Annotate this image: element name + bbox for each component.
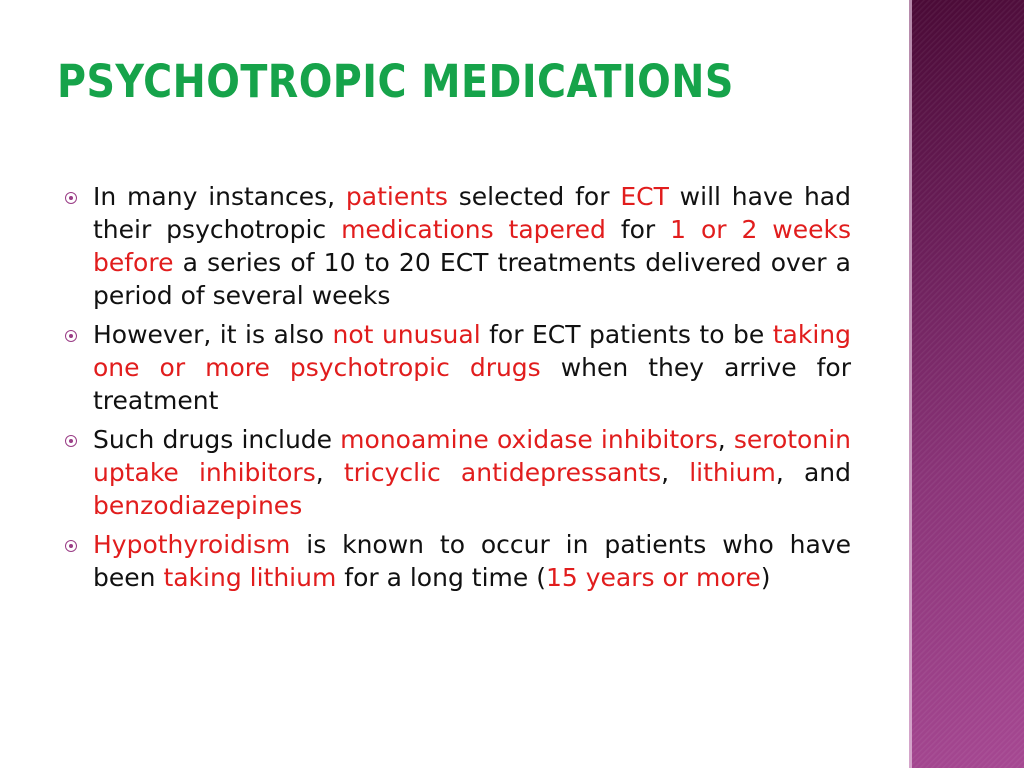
highlighted-term: ECT — [620, 182, 669, 211]
bullet-item — [63, 180, 851, 312]
text-segment: a series of 10 to 20 ECT treatments delivered over a period of several weeks — [93, 248, 851, 310]
bullet-item — [63, 528, 851, 594]
highlighted-term: taking one or more psychotropic drugs — [93, 320, 852, 382]
text-segment: However, it is also — [93, 320, 333, 349]
highlighted-term: not unusual — [332, 320, 481, 349]
highlighted-term: tricyclic antidepressants — [343, 458, 662, 487]
highlighted-term: Hypothyroidism — [93, 530, 291, 559]
highlighted-term: taking lithium — [163, 563, 337, 592]
bullet-item — [63, 423, 851, 522]
circle-bullet-icon — [65, 330, 77, 342]
text-segment: for — [605, 215, 671, 244]
highlighted-term: lithium — [689, 458, 776, 487]
bullet-text — [93, 425, 851, 520]
text-segment: will have had their psychotropic — [93, 182, 851, 244]
text-segment: for ECT patients to be — [480, 320, 773, 349]
circle-bullet-icon — [65, 192, 77, 204]
bullet-text — [93, 530, 851, 592]
slide-title: PSYCHOTROPIC MEDICATIONS — [57, 55, 734, 108]
highlighted-term: monoamine oxidase inhibitors — [340, 425, 718, 454]
bullet-item — [63, 318, 851, 417]
text-segment: In many instances, — [93, 182, 346, 211]
highlighted-term: 1 or 2 weeks before — [93, 215, 852, 277]
bullet-list — [63, 180, 851, 600]
highlighted-term: 15 years or more — [545, 563, 761, 592]
text-segment: ) — [760, 563, 771, 592]
text-segment: , — [661, 458, 690, 487]
circle-bullet-icon — [65, 435, 77, 447]
circle-bullet-icon — [65, 540, 77, 552]
decorative-side-bar — [912, 0, 1024, 768]
text-segment: , and — [775, 458, 851, 487]
text-segment: for a long time ( — [336, 563, 546, 592]
text-segment: is known to occur in patients who have been — [93, 530, 851, 592]
text-segment: Such drugs include — [93, 425, 341, 454]
text-segment: when they arrive for treatment — [93, 353, 851, 415]
highlighted-term: serotonin uptake inhibitors — [93, 425, 851, 487]
text-segment: , — [315, 458, 344, 487]
bullet-text — [93, 320, 851, 415]
bullet-text — [93, 182, 851, 310]
text-segment: selected for — [447, 182, 621, 211]
highlighted-term: patients — [345, 182, 448, 211]
text-segment: , — [717, 425, 734, 454]
highlighted-term: medications tapered — [341, 215, 606, 244]
highlighted-term: benzodiazepines — [93, 491, 303, 520]
